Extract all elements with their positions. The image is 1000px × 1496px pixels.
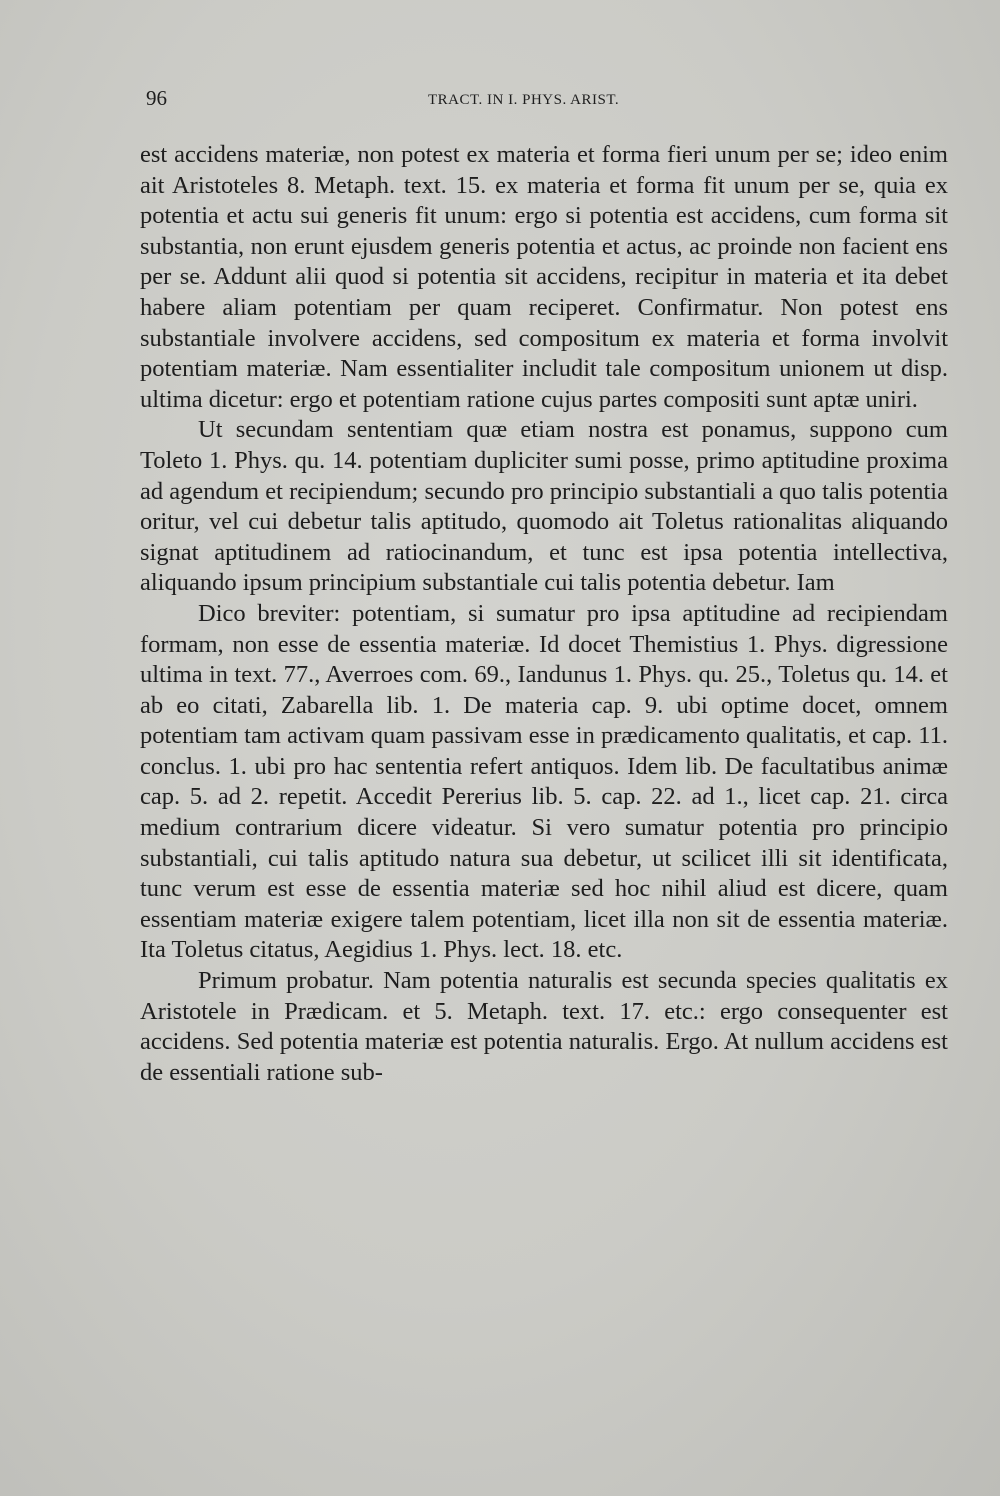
body-text — [140, 140, 948, 1088]
paragraph: Ut secundam sententiam quæ etiam nostra est ponamus, suppono cum Toleto 1. Phys. qu. 14. potentiam dupliciter sumi posse, primo aptitudine proxima ad agendum et recipiendum; secundo pro principio substantiali a quo talis potentia oritur, vel cui debetur talis aptitudo, quomodo ait Toletus rationalitas aliquando signat aptitudinem ad ratiocinandum, et tunc est ipsa potentia intellectiva, aliquando ipsum principium substantiale cui talis potentia debetur. Iam — [140, 416, 948, 597]
paragraph: Primum probatur. Nam potentia naturalis est secunda species qualitatis ex Aristotele in Prædicam. et 5. Metaph. text. 17. etc.: ergo consequenter est accidens. Sed potentia materiæ est potentia naturalis. Ergo. At nullum accidens est de essentiali ratione sub- — [140, 967, 948, 1086]
page-header — [0, 86, 1000, 116]
running-head: TRACT. IN I. PHYS. ARIST. — [428, 92, 620, 108]
page-number: 96 — [146, 86, 167, 110]
paragraph: Dico breviter: potentiam, si sumatur pro ipsa aptitudine ad recipiendam formam, non esse de essentia materiæ. Id docet Themistius 1. Phys. digressione ultima in text. 77., Averroes com. 69., Iandunus 1. Phys. qu. 25., Toletus qu. 14. et ab eo citati, Zabarella lib. 1. De materia cap. 9. ubi optime docet, omnem potentiam tam activam quam passivam esse in prædicamento qualitatis, et cap. 11. conclus. 1. ubi pro hac sententia refert antiquos. Idem lib. De facultatibus animæ cap. 5. ad 2. repetit. Accedit Pererius lib. 5. cap. 22. ad 1., licet cap. 21. circa medium contrarium dicere videatur. Si vero sumatur potentia pro principio substantiali, cui talis aptitudo natura sua debetur, ut scilicet illi sit identificata, tunc verum est esse de essentia materiæ sed hoc nihil aliud est dicere, quam essentiam materiæ exigere talem potentiam, licet illa non sit de essentia materiæ. Ita Toletus citatus, Aegidius 1. Phys. lect. 18. etc. — [140, 599, 948, 964]
paragraph: est accidens materiæ, non potest ex materia et forma fieri unum per se; ideo enim ait Aristoteles 8. Metaph. text. 15. ex materia et forma fit unum per se, quia ex potentia et actu sui generis fit unum: ergo si potentia est accidens, cum forma sit substantia, non erunt ejusdem generis potentia et actus, ac proinde non facient ens per se. Addunt alii quod si potentia sit accidens, recipitur in materia et ita debet habere aliam potentiam per quam reciperet. Confirmatur. Non potest ens substantiale involvere accidens, sed compositum ex materia et forma involvit potentiam materiæ. Nam essentialiter includit tale compositum unionem ut disp. ultima dicetur: ergo et potentiam ratione cujus partes compositi sunt aptæ uniri. — [140, 141, 948, 413]
